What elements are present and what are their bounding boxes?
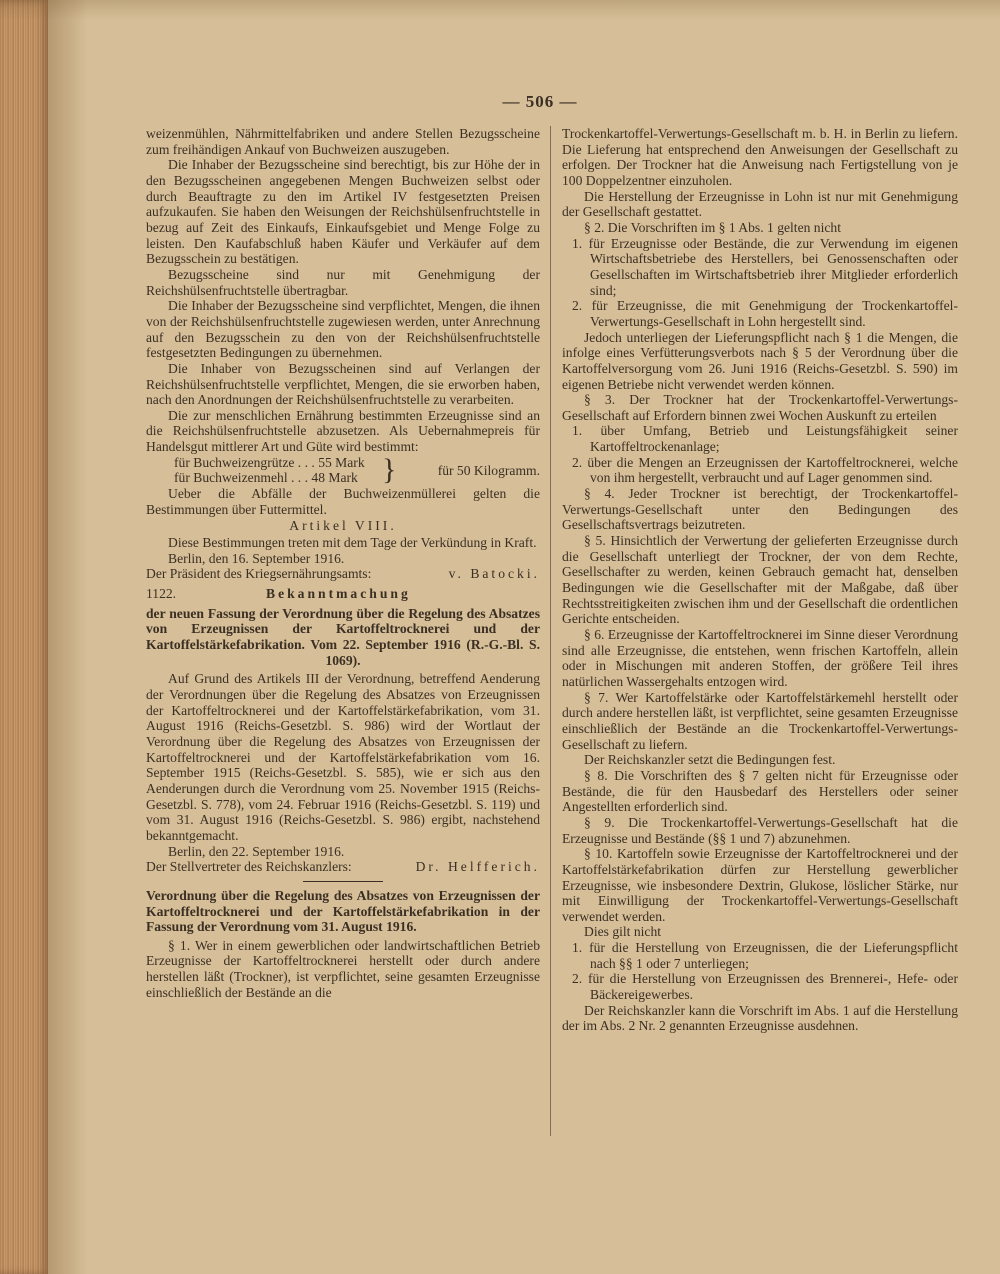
price-table xyxy=(174,455,540,486)
signatory-title: Der Präsident des Kriegsernährungsamts: xyxy=(146,566,372,582)
price-rows xyxy=(174,455,374,486)
column-divider xyxy=(550,126,551,1136)
paragraph: Bezugsscheine sind nur mit Genehmigung der Reichshülsenfruchtstelle übertragbar. xyxy=(146,266,540,298)
list-item: 2. für die Herstellung von Erzeugnissen des Brennerei-, Hefe- oder Bäckereigewerbes. xyxy=(572,971,958,1003)
paragraph: Dies gilt nicht xyxy=(584,924,662,940)
paragraph: Die Herstellung der Erzeugnisse in Lohn ist nur mit Genehmigung der Gesellschaft gestattet. xyxy=(562,188,958,220)
announcement-header xyxy=(146,586,540,602)
paragraph: Die zur menschlichen Ernährung bestimmten Erzeugnisse sind an die Reichshülsenfruchtstelle abzusetzen. Als Uebernahmepreis für Handelsgut mittlerer Art und Güte wird bestimmt: xyxy=(146,407,540,455)
paragraph: Berlin, den 22. September 1916. xyxy=(168,843,345,859)
ordinance-title: der neuen Fassung der Verordnung über die Regelung des Absatzes von Erzeugnissen der Kartoffeltrocknerei und der Kartoffelstärkefabrikation. Vom 22. September 1916 (R.-G.-Bl. S. 1069). xyxy=(146,605,540,668)
list-item: 1. für die Herstellung von Erzeugnissen, die der Lieferungspflicht nach §§ 1 oder 7 unterliegen; xyxy=(572,940,958,971)
paragraph: Jedoch unterliegen der Lieferungspflicht nach § 1 die Mengen, die infolge eines Verfütterungsverbots nach § 5 der Verordnung über die Kartoffelversorgung vom 26. Juni 1916 (Reichs-Gesetzbl. S. 590) im eigenen Betriebe nicht verwendet werden können. xyxy=(562,329,958,392)
signatory-title: Der Stellvertreter des Reichskanzlers: xyxy=(146,859,352,875)
paragraph: Diese Bestimmungen treten mit dem Tage der Verkündung in Kraft. xyxy=(168,535,537,551)
paragraph: § 8. Die Vorschriften des § 7 gelten nicht für Erzeugnisse oder Bestände, die für den Hausbedarf des Herstellers oder seiner Angestellten erforderlich sind. xyxy=(562,767,958,815)
paragraph: § 7. Wer Kartoffelstärke oder Kartoffelstärkemehl herstellt oder durch andere herstellen läßt, ist verpflichtet, seine gesamten Erzeugnisse einschließlich der Bestände an die Trockenkartoffel-Verwertungs-Gesellschaft zu liefern. xyxy=(562,689,958,752)
paragraph: Die Inhaber von Bezugsscheinen sind auf Verlangen der Reichshülsenfruchtstelle verpflichtet, Mengen, die sie erworben haben, nach den Anordnungen der Reichshülsenfruchtstelle zu verarbeiten. xyxy=(146,360,540,408)
brace: } xyxy=(382,453,397,487)
left-column xyxy=(146,126,540,1000)
paragraph: Berlin, den 16. September 1916. xyxy=(168,550,345,566)
paragraph: § 10. Kartoffeln sowie Erzeugnisse der Kartoffeltrocknerei und der Kartoffelstärkefabrikation dürfen zur Herstellung gewerblicher Erzeugnisse, wie insbesondere Dextrin, Glukose, löslicher Stärke, nur mit Einwilligung der Trockenkartoffel-Verwertungs-Gesellschaft verwendet werden. xyxy=(562,846,958,924)
ordinance-title: Verordnung über die Regelung des Absatzes von Erzeugnissen der Kartoffeltrocknerei und der Kartoffelstärkefabrikation in der Fassung der Verordnung vom 31. August 1916. xyxy=(146,887,540,935)
paragraph: Der Reichskanzler kann die Vorschrift im Abs. 1 auf die Herstellung der im Abs. 2 Nr. 2 genannten Erzeugnisse ausdehnen. xyxy=(562,1002,958,1034)
paragraph: Trockenkartoffel-Verwertungs-Gesellschaft m. b. H. in Berlin zu liefern. Die Lieferung hat entsprechend den Anweisungen der Gesellschaft zu erfolgen. Der Trockner hat die Anweisung nach Fertigstellung von je 100 Doppelzentner einzuholen. xyxy=(562,126,958,188)
signature-line xyxy=(146,566,540,582)
price-row: für Buchweizenmehl . . . 48 Mark xyxy=(174,470,358,486)
list-item: 1. für Erzeugnisse oder Bestände, die zur Verwendung im eigenen Wirtschaftsbetriebe des Herstellers, bei Genossenschaften oder Gesellschaften im Wirtschaftsbetrieb ihrer Mitglieder erforderlich sind; xyxy=(572,235,958,298)
paragraph: § 4. Jeder Trockner ist berechtigt, der Trockenkartoffel-Verwertungs-Gesellschaft unter den Bedingungen des Gesellschaftsvertrags beizutreten. xyxy=(562,486,958,533)
list-item: 1. über Umfang, Betrieb und Leistungsfähigkeit seiner Kartoffeltrockenanlage; xyxy=(572,423,958,455)
price-unit: für 50 Kilogramm. xyxy=(437,462,540,478)
top-shadow xyxy=(0,0,1000,20)
page-number: — 506 — xyxy=(502,92,578,111)
announcement-number: 1122. xyxy=(146,586,177,602)
list-item: 2. über die Mengen an Erzeugnissen der Kartoffeltrocknerei, welche von ihm hergestellt, verbraucht und auf Lager genommen sind. xyxy=(572,454,958,486)
paragraph: Der Reichskanzler setzt die Bedingungen fest. xyxy=(584,752,836,768)
right-column xyxy=(562,126,958,1034)
signatory-name: v. Batocki. xyxy=(448,566,540,582)
list-item: 2. für Erzeugnisse, die mit Genehmigung der Trockenkartoffel-Verwertungs-Gesellschaft in Lohn hergestellt sind. xyxy=(572,298,958,329)
paragraph: Die Inhaber der Bezugsscheine sind berechtigt, bis zur Höhe der in den Bezugsscheinen angegebenen Mengen Buchweizen selbst oder durch Beauftragte zu den im Artikel IV festgesetzten Preisen aufzukaufen. Sie haben den Weisungen der Reichshülsenfruchtstelle in bezug auf Zeit des Einkaufs, Einkaufsgebiet und Menge Folge zu leisten. Den Kaufabschluß haben Käufer und Verkäufer auf dem Bezugsschein zu bestätigen. xyxy=(146,157,540,267)
paragraph: weizenmühlen, Nährmittelfabriken und andere Stellen Bezugsscheine zum freihändigen Ankauf von Buchweizen auszugeben. xyxy=(146,126,540,157)
announcement-title: Bekanntmachung xyxy=(266,586,411,602)
paragraph: § 9. Die Trockenkartoffel-Verwertungs-Gesellschaft hat die Erzeugnisse und Bestände (§§ 1 und 7) abzunehmen. xyxy=(562,814,958,846)
paragraph: Die Inhaber der Bezugsscheine sind verpflichtet, Mengen, die ihnen von der Reichshülsenfruchtstelle zugewiesen werden, unter Anrechnung auf den Bezugsschein zu den von der Reichshülsenfruchtstelle festgesetzten Bedingungen zu übernehmen. xyxy=(146,298,540,361)
paragraph: Auf Grund des Artikels III der Verordnung, betreffend Aenderung der Verordnungen über die Regelung des Absatzes von Erzeugnissen der Kartoffeltrocknerei und der Kartoffelstärkefabrikation, vom 31. August 1916 (Reichs-Gesetzbl. S. 986) wird der Wortlaut der Verordnung über die Regelung des Absatzes von Erzeugnissen der Kartoffeltrocknerei und der Kartoffelstärkefabrikation vom 16. September 1915 (Reichs-Gesetzbl. S. 585), wie er sich aus den Aenderungen durch die Verordnung vom 25. November 1915 (Reichs-Gesetzbl. S. 778), vom 24. Februar 1916 (Reichs-Gesetzbl. S. 119) und vom 31. August 1916 (Reichs-Gesetzbl. S. 986) ergibt, nachstehend bekanntgemacht. xyxy=(146,671,540,843)
paragraph: § 1. Wer in einem gewerblichen oder landwirtschaftlichen Betrieb Erzeugnisse der Kartoffeltrocknerei herstellt oder durch andere herstellen läßt (Trockner), ist verpflichtet, seine gesamten Erzeugnisse einschließlich der Bestände an die xyxy=(146,937,540,1000)
signatory-name: Dr. Helfferich. xyxy=(415,859,540,875)
price-row: für Buchweizengrütze . . . 55 Mark xyxy=(174,454,365,470)
signature-line xyxy=(146,859,540,875)
book-page-edges xyxy=(0,0,48,1274)
paragraph: § 5. Hinsichtlich der Verwertung der gelieferten Erzeugnisse durch die Gesellschaft unterliegt der Trockner, der von dem Rechte, Gesellschafter zu werden, keinen Gebrauch gemacht hat, denselben Bedingungen wie die Gesellschafter mit der Maßgabe, daß über Rechtsstreitigkeiten zwischen ihm und der Gesellschaft die ordentlichen Gerichte entscheiden. xyxy=(562,533,958,627)
paragraph: Ueber die Abfälle der Buchweizenmüllerei gelten die Bestimmungen über Futtermittel. xyxy=(146,486,540,517)
paragraph: § 3. Der Trockner hat der Trockenkartoffel-Verwertungs-Gesellschaft auf Erfordern binnen zwei Wochen Auskunft zu erteilen xyxy=(562,392,958,423)
separator-rule xyxy=(303,881,383,882)
section-heading: Artikel VIII. xyxy=(289,518,397,534)
gutter-shadow xyxy=(48,0,88,1274)
paragraph: § 6. Erzeugnisse der Kartoffeltrocknerei im Sinne dieser Verordnung sind alle Erzeugnisse, die entstehen, wenn frischen Kartoffeln, allein oder in Mischungen mit anderen Stoffen, der größere Teil ihres natürlichen Wassergehalts entzogen wird. xyxy=(562,627,958,689)
paragraph: § 2. Die Vorschriften im § 1 Abs. 1 gelten nicht xyxy=(584,219,841,235)
